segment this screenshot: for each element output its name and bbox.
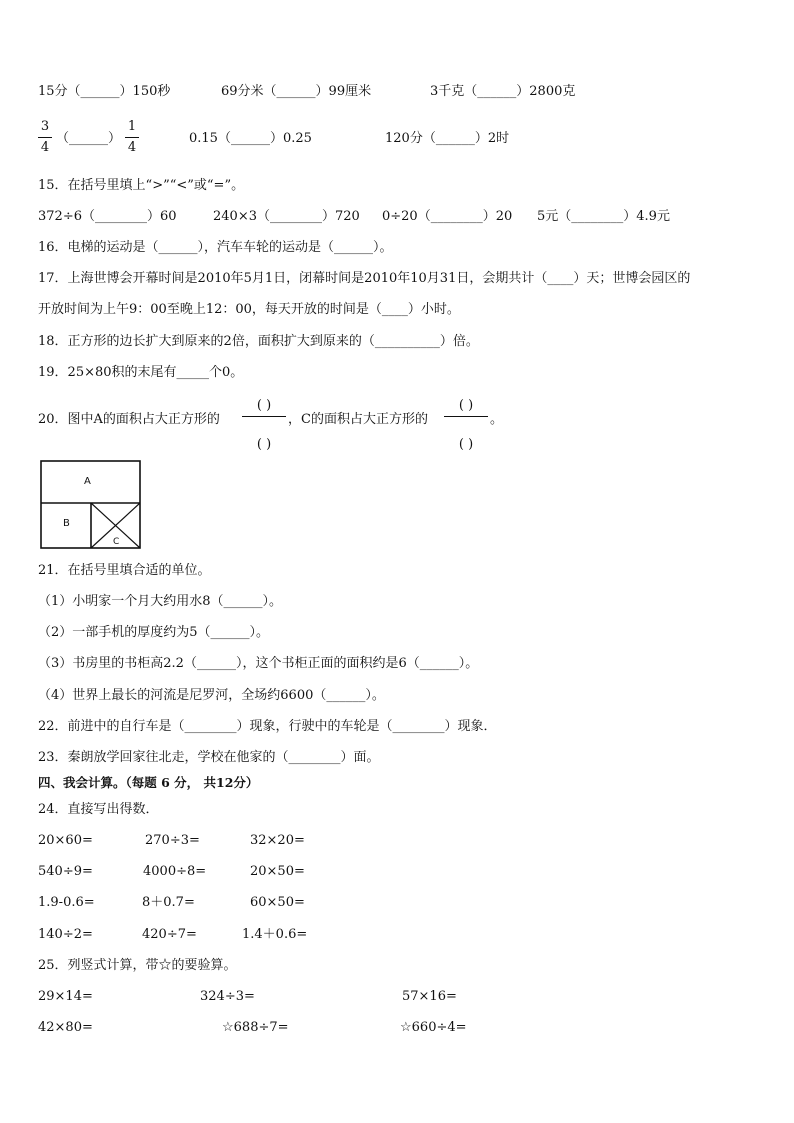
q21-item-2: （2）一部手机的厚度约为5（______）。 bbox=[38, 625, 270, 640]
region-label-b: B bbox=[63, 518, 70, 529]
fraction-numerator: 3 bbox=[40, 119, 50, 134]
q15-item-3: 0÷20（________）20 bbox=[382, 209, 513, 224]
q21-item-4: （4）世界上最长的河流是尼罗河，全场约6600（______）。 bbox=[38, 688, 385, 703]
fraction-blank-denominator: ( ) bbox=[256, 437, 272, 452]
q24-cell: 1.9-0.6= bbox=[38, 895, 95, 910]
q16-text: 16．电梯的运动是（______），汽车车轮的运动是（______）。 bbox=[38, 240, 393, 255]
q24-cell: 270÷3= bbox=[145, 833, 200, 848]
q14-item-3: 3千克（______）2800克 bbox=[430, 84, 576, 99]
q20-part-2: ，C的面积占大正方形的 bbox=[288, 412, 428, 427]
q20-fraction-blank-1 bbox=[242, 397, 286, 454]
q14-item-5: 120分（______）2时 bbox=[385, 131, 510, 146]
q24-cell: 20×60= bbox=[38, 833, 93, 848]
q24-cell: 4000÷8= bbox=[143, 864, 207, 879]
q14-compare-blank: （______） bbox=[56, 131, 122, 146]
q20-fraction-blank-2 bbox=[444, 397, 488, 454]
q17-line-1: 17．上海世博会开幕时间是2010年5月1日，闭幕时间是2010年10月31日，会期共计（____）天；世博会园区的 bbox=[38, 271, 691, 286]
fraction-one-quarter bbox=[125, 118, 139, 157]
region-label-a: A bbox=[84, 476, 91, 487]
q24-cell: 20×50= bbox=[250, 864, 305, 879]
q18-text: 18．正方形的边长扩大到原来的2倍，面积扩大到原来的（__________）倍。 bbox=[38, 334, 479, 349]
q25-cell: ☆660÷4= bbox=[400, 1020, 467, 1035]
q22-text: 22．前进中的自行车是（________）现象，行驶中的车轮是（________）现象． bbox=[38, 719, 497, 734]
q21-title: 21．在括号里填合适的单位。 bbox=[38, 563, 211, 578]
q25-title: 25．列竖式计算，带☆的要验算。 bbox=[38, 958, 237, 973]
q24-cell: 32×20= bbox=[250, 833, 305, 848]
q25-cell: 324÷3= bbox=[200, 989, 255, 1004]
fraction-blank-denominator: ( ) bbox=[458, 437, 474, 452]
q25-cell: 57×16= bbox=[402, 989, 457, 1004]
q24-cell: 540÷9= bbox=[38, 864, 93, 879]
fraction-blank-numerator: ( ) bbox=[458, 398, 474, 413]
q24-cell: 140÷2= bbox=[38, 927, 93, 942]
q24-cell: 8＋0.7= bbox=[142, 895, 195, 910]
q21-item-1: （1）小明家一个月大约用水8（______）。 bbox=[38, 594, 283, 609]
region-label-c: C bbox=[113, 537, 120, 547]
fraction-denominator: 4 bbox=[127, 140, 137, 155]
q24-cell: 1.4＋0.6= bbox=[242, 927, 308, 942]
q24-title: 24．直接写出得数． bbox=[38, 802, 159, 817]
q24-cell: 420÷7= bbox=[142, 927, 197, 942]
fraction-numerator: 1 bbox=[127, 119, 137, 134]
q24-cell: 60×50= bbox=[250, 895, 305, 910]
q20-part-1: 20．图中A的面积占大正方形的 bbox=[38, 412, 220, 427]
fraction-blank-numerator: ( ) bbox=[256, 398, 272, 413]
q14-item-2: 69分米（______）99厘米 bbox=[221, 84, 372, 99]
q15-item-1: 372÷6（________）60 bbox=[38, 209, 177, 224]
q23-text: 23．秦朗放学回家往北走，学校在他家的（________）面。 bbox=[38, 750, 380, 765]
q14-item-4: 0.15（______）0.25 bbox=[189, 131, 312, 146]
square-figure bbox=[40, 460, 142, 552]
q25-cell: ☆688÷7= bbox=[222, 1020, 289, 1035]
section-4-heading: 四、我会计算。（每题 6 分， 共12分） bbox=[38, 775, 259, 790]
q14-item-1: 15分（______）150秒 bbox=[38, 84, 171, 99]
fraction-denominator: 4 bbox=[40, 140, 50, 155]
q21-item-3: （3）书房里的书柜高2.2（______），这个书柜正面的面积约是6（______）。 bbox=[38, 656, 479, 671]
q17-line-2: 开放时间为上午9：00至晚上12：00，每天开放的时间是（____）小时。 bbox=[38, 302, 460, 317]
q15-item-2: 240×3（________）720 bbox=[213, 209, 360, 224]
q15-item-4: 5元（________）4.9元 bbox=[537, 209, 670, 224]
q19-text: 19．25×80积的末尾有_____个0。 bbox=[38, 365, 244, 380]
q15-title: 15．在括号里填上“>”“<”或“=”。 bbox=[38, 178, 245, 193]
fraction-three-quarters bbox=[38, 118, 52, 157]
q25-cell: 42×80= bbox=[38, 1020, 93, 1035]
q20-part-3: 。 bbox=[490, 412, 504, 427]
q25-cell: 29×14= bbox=[38, 989, 93, 1004]
